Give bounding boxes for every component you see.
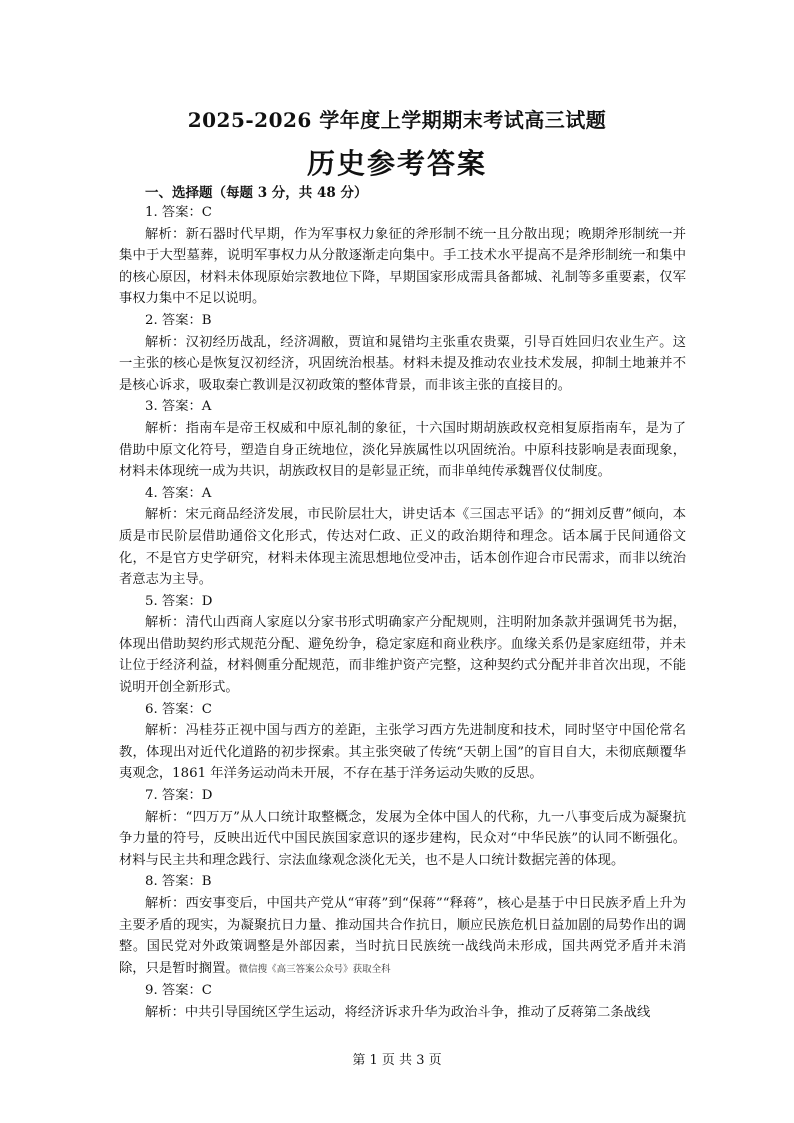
watermark-text: 微信搜《高三答案公众号》获取全科 bbox=[238, 963, 391, 975]
document-subtitle: 历史参考答案 bbox=[306, 147, 487, 180]
analysis-paragraph: 解析：指南车是帝王权威和中原礼制的象征，十六国时期胡族政权竞相复原指南车，是为了借助中原文化符号，塑造自身正统地位，淡化异族属性以巩固统治。中原科技影响是表面现象，材料未体现统一成为共识，胡族政权目的是彰显正统，而非单纯传承魏晋仪仗制度。 bbox=[119, 420, 686, 480]
analysis-paragraph: 解析：冯桂芬正视中国与西方的差距，主张学习西方先进制度和技术，同时坚守中国伦常名教，体现出对近代化道路的初步探索。其主张突破了传统“天朝上国”的盲目自大，未彻底颠覆华夷观念，1861 年洋务运动尚未开展，不存在基于洋务运动失败的反思。 bbox=[119, 723, 686, 782]
answer-line: 5. 答案：D bbox=[145, 593, 213, 609]
answer-line: 2. 答案：B bbox=[145, 312, 212, 328]
answer-line: 6. 答案：C bbox=[145, 701, 212, 717]
answer-line: 7. 答案：D bbox=[145, 788, 213, 804]
answer-line: 1. 答案：C bbox=[145, 205, 212, 220]
analysis-paragraph: 解析：“四万万”从人口统计取整概念，发展为全体中国人的代称，九一八事变后成为凝聚抗争力量的符号，反映出近代中国民族国家意识的逐步建构，民众对“中华民族”的认同不断强化。材料与民主共和理念践行、宗法血缘观念淡化无关，也不是人口统计数据完善的体现。 bbox=[119, 809, 686, 868]
analysis-paragraph: 解析：清代山西商人家庭以分家书形式明确家产分配规则，注明附加条款并强调凭书为据，体现出借助契约形式规范分配、避免纷争，稳定家庭和商业秩序。血缘关系仍是家庭纽带，并未让位于经济利益，材料侧重分配规范，而非维护资产完整，这种契约式分配并非首次出现，不能说明开创全新形式。 bbox=[119, 615, 686, 696]
answer-line: 4. 答案：A bbox=[145, 485, 212, 501]
section-heading: 一、选择题（每题 3 分，共 48 分） bbox=[145, 185, 368, 201]
analysis-paragraph: 解析：汉初经历战乱，经济凋敝，贾谊和晁错均主张重农贵粟，引导百姓回归农业生产。这一主张的核心是恢复汉初经济，巩固统治根基。材料未提及推动农业技术发展，抑制土地兼并不是核心诉求，吸取秦亡教训是汉初政策的整体背景，而非该主张的直接目的。 bbox=[119, 334, 686, 393]
answer-line: 3. 答案：A bbox=[145, 399, 212, 415]
analysis-paragraph: 解析：中共引导国统区学生运动，将经济诉求升华为政治斗争，推动了反蒋第二条战线 bbox=[145, 1004, 651, 1020]
answer-line: 8. 答案：B bbox=[145, 874, 212, 890]
document-title: 2025-2026 学年度上学期期末考试高三试题 bbox=[187, 108, 607, 132]
analysis-text: 解析：西安事变后，中国共产党从“审蒋”到“保蒋”“释蒋”，核心是基于中日民族矛盾上升为主要矛盾的现实，为凝聚抗日力量、推动国共合作抗日，顺应民族危机日益加剧的局势作出的调整。国民党对外政策调整是外部因素，当时抗日民族统一战线尚未形成，国共两党矛盾并未消除，只是暂时搁置。 bbox=[119, 896, 686, 976]
page-footer: 第 1 页 共 3 页 bbox=[352, 1053, 442, 1068]
analysis-paragraph bbox=[119, 893, 686, 980]
analysis-paragraph: 解析：新石器时代早期，作为军事权力象征的斧形制不统一且分散出现；晚期斧形制统一并集中于大型墓葬，说明军事权力从分散逐渐走向集中。手工技术水平提高不是斧形制统一和集中的核心原因，材料未体现原始宗教地位下降，早期国家形成需具备都城、礼制等多重要素，仅军事权力集中不足以说明。 bbox=[119, 226, 686, 307]
answer-list bbox=[119, 202, 686, 1024]
analysis-paragraph: 解析：宋元商品经济发展，市民阶层壮大，讲史话本《三国志平话》的“拥刘反曹”倾向，本质是市民阶层借助通俗文化形式，传达对仁政、正义的政治期待和理念。话本属于民间通俗文化，不是官方史学研究，材料未体现主流思想地位受冲击，话本创作迎合市民需求，而非以统治者意志为主导。 bbox=[119, 507, 686, 588]
answer-line: 9. 答案：C bbox=[145, 983, 212, 999]
